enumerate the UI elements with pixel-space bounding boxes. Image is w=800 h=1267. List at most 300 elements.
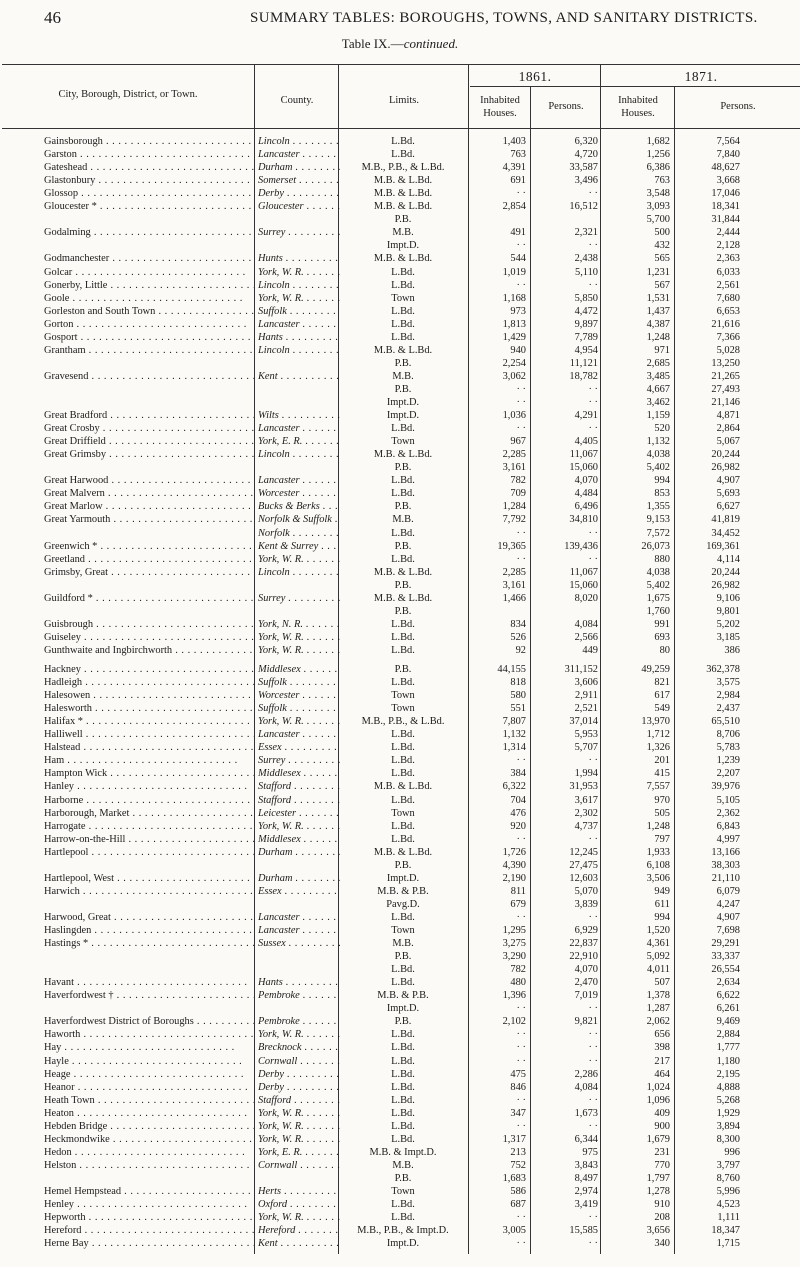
houses-1871: 1,024 xyxy=(646,1081,670,1093)
county: York, W. R. . . . xyxy=(258,644,340,657)
limits: L.Bd. xyxy=(391,755,415,767)
houses-1871: 1,256 xyxy=(646,149,670,161)
persons-1861: 2,321 xyxy=(574,227,598,239)
county: Lincoln . . . xyxy=(258,279,340,292)
limits: P.B. xyxy=(394,540,412,552)
houses-1861: 1,429 xyxy=(502,331,526,343)
header-limits: Limits. xyxy=(388,95,420,106)
limits: L.Bd. xyxy=(391,136,415,147)
county: Hants . . . xyxy=(258,331,340,344)
persons-1871: 5,996 xyxy=(716,1186,740,1197)
persons-1871: 48,627 xyxy=(711,162,740,174)
limits: M.B. & P.B. xyxy=(377,885,429,897)
houses-1871: 611 xyxy=(654,898,670,910)
persons-1871: 7,366 xyxy=(716,331,740,343)
persons-1871: 4,114 xyxy=(717,553,740,565)
place-name: Halesworth . . . xyxy=(44,702,254,715)
place-name: Gravesend . . . xyxy=(44,370,254,383)
persons-1861: 4,070 xyxy=(574,475,598,487)
county: Essex . . . xyxy=(258,885,340,898)
persons-1861: · · xyxy=(588,397,598,408)
page-header xyxy=(0,8,800,28)
houses-1861: · · xyxy=(516,553,526,565)
county: Lancaster . . . xyxy=(258,728,340,741)
persons-1861: · · xyxy=(588,1212,598,1224)
place-name: Heanor . . . xyxy=(44,1081,254,1094)
houses-1871: 4,667 xyxy=(646,383,670,395)
houses-1861: · · xyxy=(516,1094,526,1106)
persons-1871: 1,239 xyxy=(716,755,740,767)
houses-1861: 709 xyxy=(510,488,526,500)
limits: L.Bd. xyxy=(391,1107,415,1119)
limits: P.B. xyxy=(394,462,412,474)
houses-1861: 1,317 xyxy=(502,1133,526,1145)
limits: L.Bd. xyxy=(391,149,415,161)
place-name: Gorton . . . xyxy=(44,318,254,331)
limits: M.B. & L.Bd. xyxy=(373,846,433,858)
houses-1861: 834 xyxy=(510,618,526,630)
limits: Impt.D. xyxy=(386,1238,420,1250)
persons-1871: 4,523 xyxy=(716,1199,740,1211)
houses-1871: 49,259 xyxy=(641,664,670,675)
houses-1861: 3,275 xyxy=(502,938,526,950)
houses-1861: 3,290 xyxy=(502,951,526,963)
houses-1861: 818 xyxy=(510,677,526,689)
place-name: Henley . . . xyxy=(44,1198,254,1211)
persons-1861: 12,603 xyxy=(569,872,598,884)
header-persons-1871: Persons. xyxy=(720,101,756,112)
county: York, W. R. . . . xyxy=(258,266,340,279)
limits: P.B. xyxy=(394,605,412,617)
county: Somerset . . . xyxy=(258,174,340,187)
table-row xyxy=(0,579,800,592)
place-name: Goole . . . xyxy=(44,292,254,305)
limits: M.B. xyxy=(392,1159,414,1171)
persons-1871: 20,244 xyxy=(711,449,740,461)
persons-1861: 22,837 xyxy=(569,938,598,950)
county: Durham . . . xyxy=(258,846,340,859)
persons-1861: · · xyxy=(588,423,598,435)
table-row xyxy=(0,435,800,448)
table-row xyxy=(0,1068,800,1081)
houses-1861: 44,155 xyxy=(497,664,526,675)
limits: L.Bd. xyxy=(391,1042,415,1054)
houses-1861: · · xyxy=(516,911,526,923)
place-name: Guisbrough . . . xyxy=(44,618,254,631)
houses-1871: 217 xyxy=(654,1055,670,1067)
houses-1871: 464 xyxy=(654,1068,670,1080)
persons-1861: 6,320 xyxy=(574,136,598,147)
houses-1871: 565 xyxy=(654,253,670,265)
limits: M.B., P.B., & L.Bd. xyxy=(361,716,445,728)
county: Lancaster . . . xyxy=(258,148,340,161)
houses-1861: 1,314 xyxy=(502,742,526,754)
county: Suffolk . . . xyxy=(258,305,340,318)
county: Stafford . . . xyxy=(258,1094,340,1107)
houses-1861: 2,254 xyxy=(502,357,526,369)
county: Lancaster . . . xyxy=(258,318,340,331)
persons-1861: · · xyxy=(588,279,598,291)
limits: M.B. & P.B. xyxy=(377,990,429,1002)
persons-1871: 3,668 xyxy=(716,175,740,187)
table-row xyxy=(0,513,800,526)
place-name: Gateshead . . . xyxy=(44,161,254,174)
county: Stafford . . . xyxy=(258,794,340,807)
persons-1871: 996 xyxy=(724,1146,740,1158)
persons-1861: · · xyxy=(588,1055,598,1067)
persons-1871: 26,982 xyxy=(711,579,740,591)
persons-1861: 2,470 xyxy=(574,977,598,989)
table-row xyxy=(0,767,800,780)
houses-1871: 1,248 xyxy=(646,820,670,832)
persons-1861: · · xyxy=(588,1094,598,1106)
county: Stafford . . . xyxy=(258,780,340,793)
county: York, W. R. . . . xyxy=(258,1211,340,1224)
persons-1871: 8,300 xyxy=(716,1133,740,1145)
persons-1871: 7,680 xyxy=(716,292,740,304)
limits: P.B. xyxy=(394,951,412,963)
persons-1871: 39,976 xyxy=(711,781,740,793)
table-row xyxy=(0,187,800,200)
limits: P.B. xyxy=(394,1016,412,1028)
houses-1861: · · xyxy=(516,423,526,435)
houses-1861: 2,285 xyxy=(502,566,526,578)
houses-1861: 3,161 xyxy=(502,462,526,474)
place-name: Gorleston and South Town . . . xyxy=(44,305,254,318)
persons-1861: · · xyxy=(588,1029,598,1041)
table-row xyxy=(0,135,800,148)
persons-1871: 27,493 xyxy=(711,383,740,395)
persons-1871: 2,363 xyxy=(716,253,740,265)
houses-1861: 973 xyxy=(510,305,526,317)
persons-1871: 8,706 xyxy=(716,729,740,741)
persons-1871: 29,291 xyxy=(711,938,740,950)
county: Pembroke . . . xyxy=(258,989,340,1002)
houses-1861: 7,807 xyxy=(502,716,526,728)
limits: P.B. xyxy=(394,664,412,675)
place-name: Greenwich * . . . xyxy=(44,540,254,553)
houses-1871: 5,402 xyxy=(646,462,670,474)
limits: L.Bd. xyxy=(391,833,415,845)
houses-1861: 384 xyxy=(510,768,526,780)
houses-1861: 687 xyxy=(510,1199,526,1211)
persons-1861: 5,110 xyxy=(575,266,598,278)
header-year-1871: 1871. xyxy=(684,69,718,84)
houses-1871: 1,933 xyxy=(646,846,670,858)
persons-1871: 38,303 xyxy=(711,859,740,871)
persons-1861: 1,673 xyxy=(574,1107,598,1119)
persons-1871: 20,244 xyxy=(711,566,740,578)
houses-1861: 782 xyxy=(510,475,526,487)
houses-1871: 549 xyxy=(654,703,670,715)
persons-1861: 1,994 xyxy=(574,768,598,780)
limits: L.Bd. xyxy=(391,1029,415,1041)
houses-1871: 505 xyxy=(654,807,670,819)
page-number: 46 xyxy=(44,8,61,27)
table-row xyxy=(0,448,800,461)
caption-suffix: continued. xyxy=(403,36,459,51)
houses-1861: 846 xyxy=(510,1081,526,1093)
persons-1871: 5,028 xyxy=(716,344,740,356)
houses-1861: · · xyxy=(516,1029,526,1041)
persons-1861: 3,843 xyxy=(574,1159,598,1171)
limits: Town xyxy=(391,690,415,702)
table-row xyxy=(0,702,800,715)
county: Kent . . . xyxy=(258,370,340,383)
place-name: Gosport . . . xyxy=(44,331,254,344)
place-name: Gainsborough . . . xyxy=(44,135,254,148)
houses-1871: 567 xyxy=(654,279,670,291)
houses-1871: 910 xyxy=(654,1199,670,1211)
table-row xyxy=(0,872,800,885)
table-row xyxy=(0,540,800,553)
table-row xyxy=(0,161,800,174)
persons-1861: 27,475 xyxy=(569,859,598,871)
limits: M.B. & L.Bd. xyxy=(373,175,433,187)
table-row xyxy=(0,1211,800,1224)
persons-1861: 975 xyxy=(582,1146,598,1158)
persons-1861: 15,060 xyxy=(569,579,598,591)
persons-1861: 3,419 xyxy=(574,1199,598,1211)
houses-1871: 971 xyxy=(654,344,670,356)
table-row xyxy=(0,754,800,767)
county: Wilts . . . xyxy=(258,409,340,422)
header-persons-1861: Persons. xyxy=(548,101,584,112)
houses-1871: 1,248 xyxy=(646,331,670,343)
place-name: Hereford . . . xyxy=(44,1224,254,1237)
houses-1861: · · xyxy=(516,1042,526,1054)
houses-1871: 3,462 xyxy=(646,397,670,408)
limits: M.B. xyxy=(392,938,414,950)
persons-1861: 4,291 xyxy=(574,410,598,422)
place-name: Grimsby, Great . . . xyxy=(44,566,254,579)
table-row xyxy=(0,1041,800,1054)
county: York, N. R. . . . xyxy=(258,618,340,631)
houses-1871: 4,387 xyxy=(646,318,670,330)
table-row xyxy=(0,963,800,976)
place-name: Glossop . . . xyxy=(44,187,254,200)
table-row xyxy=(0,1133,800,1146)
table-row xyxy=(0,174,800,187)
table-row xyxy=(0,592,800,605)
place-name: Golcar . . . xyxy=(44,266,254,279)
persons-1871: 13,166 xyxy=(711,846,740,858)
place-name: Great Marlow . . . xyxy=(44,500,254,513)
place-name: Guiseley . . . xyxy=(44,631,254,644)
persons-1861: 18,782 xyxy=(569,370,598,382)
persons-1861: 2,302 xyxy=(574,807,598,819)
limits: M.B. & L.Bd. xyxy=(373,566,433,578)
place-name: Haslingden . . . xyxy=(44,924,254,937)
place-name: Herne Bay . . . xyxy=(44,1237,254,1250)
table-row xyxy=(0,605,800,618)
persons-1861: 6,929 xyxy=(574,925,598,936)
limits: L.Bd. xyxy=(391,266,415,278)
county: York, W. R. . . . xyxy=(258,631,340,644)
houses-1871: 1,675 xyxy=(646,592,670,604)
houses-1871: 1,520 xyxy=(646,925,670,936)
limits: L.Bd. xyxy=(391,1094,415,1106)
county: Kent & Surrey . . . xyxy=(258,540,340,553)
houses-1871: 693 xyxy=(654,631,670,643)
houses-1871: 991 xyxy=(654,618,670,630)
houses-1871: 3,548 xyxy=(646,188,670,200)
persons-1871: 2,884 xyxy=(716,1029,740,1041)
county: Kent . . . xyxy=(258,1237,340,1250)
county: Essex . . . xyxy=(258,741,340,754)
persons-1871: 26,982 xyxy=(711,462,740,474)
persons-1871: 31,844 xyxy=(711,214,740,226)
houses-1861: · · xyxy=(516,527,526,539)
table-row xyxy=(0,1015,800,1028)
county: Cornwall . . . xyxy=(258,1159,340,1172)
place-name: Hemel Hempstead . . . xyxy=(44,1185,254,1198)
table-row xyxy=(0,618,800,631)
county: Lincoln . . . xyxy=(258,566,340,579)
persons-1871: 5,202 xyxy=(716,618,740,630)
limits: L.Bd. xyxy=(391,318,415,330)
limits: L.Bd. xyxy=(391,1212,415,1224)
limits: Impt.D. xyxy=(386,240,420,252)
table-row xyxy=(0,676,800,689)
table-row xyxy=(0,846,800,859)
table-row xyxy=(0,566,800,579)
houses-1871: 1,132 xyxy=(646,436,670,448)
houses-1861: 1,284 xyxy=(502,501,526,513)
limits: L.Bd. xyxy=(391,618,415,630)
houses-1861: 1,403 xyxy=(502,136,526,147)
persons-1871: 21,146 xyxy=(711,397,740,408)
county: Herts . . . xyxy=(258,1185,340,1198)
table-row xyxy=(0,1237,800,1250)
table-row xyxy=(0,689,800,702)
houses-1861: 551 xyxy=(510,703,526,715)
persons-1871: 3,894 xyxy=(716,1120,740,1132)
county: York, W. R. . . . xyxy=(258,1133,340,1146)
persons-1871: 2,128 xyxy=(716,240,740,252)
county: Lancaster . . . xyxy=(258,911,340,924)
houses-1871: 1,355 xyxy=(646,501,670,513)
persons-1871: 3,575 xyxy=(716,677,740,689)
houses-1871: 201 xyxy=(654,755,670,767)
persons-1861: 12,245 xyxy=(569,846,598,858)
persons-1871: 1,180 xyxy=(716,1055,740,1067)
persons-1861: 8,497 xyxy=(574,1172,598,1184)
limits: Impt.D. xyxy=(386,397,420,408)
persons-1861: 7,019 xyxy=(574,990,598,1002)
county: Durham . . . xyxy=(258,161,340,174)
place-name: Gloucester * . . . xyxy=(44,200,254,213)
place-name: Hartlepool, West . . . xyxy=(44,872,254,885)
county: Surrey . . . xyxy=(258,226,340,239)
houses-1871: 970 xyxy=(654,794,670,806)
houses-1861: 1,168 xyxy=(502,292,526,304)
houses-1871: 617 xyxy=(654,690,670,702)
houses-1861: 1,726 xyxy=(502,846,526,858)
header-year-1861: 1861. xyxy=(518,69,552,84)
houses-1871: 2,685 xyxy=(646,357,670,369)
table-row xyxy=(0,728,800,741)
place-name: Halstead . . . xyxy=(44,741,254,754)
houses-1861: 19,365 xyxy=(497,540,526,552)
limits: Impt.D. xyxy=(386,1003,420,1015)
houses-1871: 1,231 xyxy=(646,266,670,278)
place-name: Hayle . . . xyxy=(44,1055,254,1068)
persons-1871: 2,864 xyxy=(716,423,740,435)
persons-1871: 21,265 xyxy=(711,370,740,382)
table-row xyxy=(0,396,800,409)
houses-1861: 92 xyxy=(515,644,526,656)
table-row xyxy=(0,305,800,318)
place-name: Heage . . . xyxy=(44,1068,254,1081)
persons-1861: 7,789 xyxy=(574,331,598,343)
limits: Town xyxy=(391,925,415,936)
place-name: Great Bradford . . . xyxy=(44,409,254,422)
persons-1871: 6,033 xyxy=(716,266,740,278)
houses-1871: 1,096 xyxy=(646,1094,670,1106)
limits: L.Bd. xyxy=(391,977,415,989)
houses-1871: 520 xyxy=(654,423,670,435)
persons-1871: 17,046 xyxy=(711,188,740,200)
place-name: Great Yarmouth . . . xyxy=(44,513,254,526)
limits: M.B. xyxy=(392,370,414,382)
place-name: Harrow-on-the-Hill . . . xyxy=(44,833,254,846)
persons-1861: 311,152 xyxy=(564,664,598,675)
persons-1871: 5,067 xyxy=(716,436,740,448)
table-row xyxy=(0,344,800,357)
persons-1861: · · xyxy=(588,911,598,923)
houses-1861: · · xyxy=(516,833,526,845)
place-name: Hebden Bridge . . . xyxy=(44,1120,254,1133)
place-name: Hartlepool . . . xyxy=(44,846,254,859)
houses-1871: 994 xyxy=(654,475,670,487)
county: Middlesex . . . xyxy=(258,833,340,846)
persons-1861: 4,737 xyxy=(574,820,598,832)
table-row xyxy=(0,1094,800,1107)
houses-1861: 1,396 xyxy=(502,990,526,1002)
houses-1861: · · xyxy=(516,279,526,291)
limits: Impt.D. xyxy=(386,872,420,884)
houses-1871: 994 xyxy=(654,911,670,923)
houses-1861: 1,036 xyxy=(502,410,526,422)
table-row xyxy=(0,383,800,396)
place-name: Hepworth . . . xyxy=(44,1211,254,1224)
houses-1871: 3,506 xyxy=(646,872,670,884)
houses-1871: 208 xyxy=(654,1212,670,1224)
houses-1871: 3,656 xyxy=(646,1225,670,1237)
persons-1861: · · xyxy=(588,755,598,767)
place-name: Halesowen . . . xyxy=(44,689,254,702)
houses-1861: · · xyxy=(516,1212,526,1224)
houses-1861: 347 xyxy=(510,1107,526,1119)
persons-1871: 1,777 xyxy=(716,1042,740,1054)
place-name: Heaton . . . xyxy=(44,1107,254,1120)
table-row xyxy=(0,976,800,989)
limits: P.B. xyxy=(394,501,412,513)
table-row xyxy=(0,200,800,213)
limits: L.Bd. xyxy=(391,1068,415,1080)
table-row xyxy=(0,239,800,252)
table-row xyxy=(0,820,800,833)
county: Derby . . . xyxy=(258,1081,340,1094)
houses-1861: 4,391 xyxy=(502,162,526,174)
persons-1861: · · xyxy=(588,1042,598,1054)
houses-1861: 491 xyxy=(510,227,526,239)
houses-1861: 940 xyxy=(510,344,526,356)
limits: Town xyxy=(391,703,415,715)
houses-1871: 507 xyxy=(654,977,670,989)
persons-1861: 9,821 xyxy=(574,1016,598,1028)
